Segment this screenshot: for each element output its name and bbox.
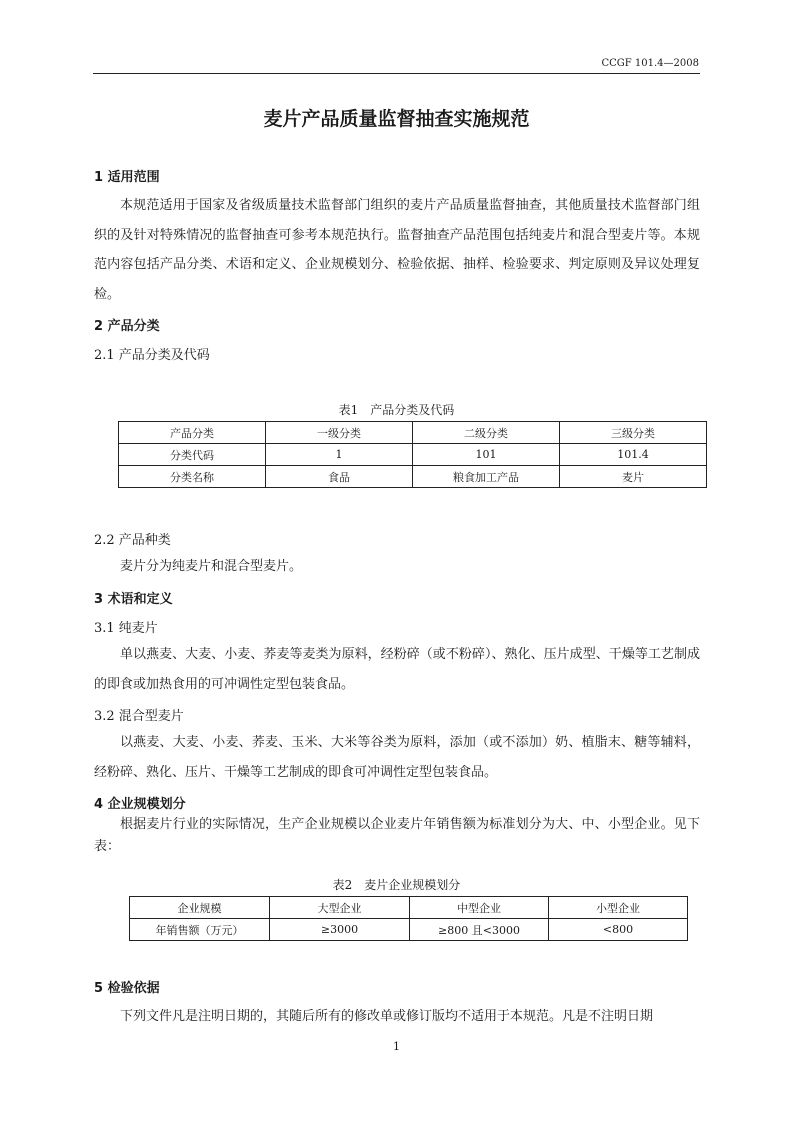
section-2-heading: 2 产品分类 <box>94 319 160 334</box>
table-cell: <800 <box>549 919 688 941</box>
table-cell: 分类名称 <box>119 466 266 488</box>
section-3-heading: 3 术语和定义 <box>94 592 173 607</box>
enterprise-scale-table <box>129 896 688 941</box>
table-cell: 三级分类 <box>560 422 707 444</box>
section-5-heading: 5 检验依据 <box>94 981 160 996</box>
section-1-heading: 1 适用范围 <box>94 170 160 185</box>
table-row <box>130 897 688 919</box>
section-2-2-heading: 2.2 产品种类 <box>94 533 171 548</box>
page-number: 1 <box>393 1040 400 1053</box>
table-cell: 大型企业 <box>270 897 410 919</box>
table-cell: ≥3000 <box>270 919 410 941</box>
section-1-paragraph: 本规范适用于国家及省级质量技术监督部门组织的麦片产品质量监督抽查，其他质量技术监督部门组织的及针对特殊情况的监督抽查可参考本规范执行。监督抽查产品范围包括纯麦片和混合型麦片等。本规范内容包括产品分类、术语和定义、企业规模划分、检验依据、抽样、检验要求、判定原则及异议处理复检。 <box>94 198 700 302</box>
table-cell: 麦片 <box>560 466 707 488</box>
table-row <box>130 919 688 941</box>
section-5-paragraph: 下列文件凡是注明日期的，其随后所有的修改单或修订版均不适用于本规范。凡是不注明日期 <box>120 1009 654 1024</box>
table-cell: 二级分类 <box>413 422 560 444</box>
section-3-2-paragraph: 以燕麦、大麦、小麦、荞麦、玉米、大米等谷类为原料，添加（或不添加）奶、植脂末、糖等辅料，经粉碎、熟化、压片、干燥等工艺制成的即食可冲调性定型包装食品。 <box>94 735 700 780</box>
table-cell: 食品 <box>266 466 413 488</box>
product-classification-table <box>118 421 707 488</box>
table-row <box>119 466 707 488</box>
table-cell: 101.4 <box>560 444 707 466</box>
document-title: 麦片产品质量监督抽查实施规范 <box>263 108 530 130</box>
table-cell: 一级分类 <box>266 422 413 444</box>
table-row <box>119 444 707 466</box>
section-2-1-heading: 2.1 产品分类及代码 <box>94 348 210 363</box>
section-3-1-paragraph: 单以燕麦、大麦、小麦、荞麦等麦类为原料，经粉碎（或不粉碎）、熟化、压片成型、干燥等工艺制成的即食或加热食用的可冲调性定型包装食品。 <box>94 647 700 692</box>
table-cell: 101 <box>413 444 560 466</box>
table-cell: 中型企业 <box>410 897 549 919</box>
table-cell: 企业规模 <box>130 897 270 919</box>
section-3-2-heading: 3.2 混合型麦片 <box>94 709 184 724</box>
table-1-caption: 表1 产品分类及代码 <box>338 403 455 417</box>
document-code: CCGF 101.4—2008 <box>601 58 699 69</box>
table-cell: 产品分类 <box>119 422 266 444</box>
table-cell: 年销售额（万元） <box>130 919 270 941</box>
table-row <box>119 422 707 444</box>
section-4-heading: 4 企业规模划分 <box>94 797 186 812</box>
header-rule <box>93 73 700 74</box>
section-2-2-paragraph: 麦片分为纯麦片和混合型麦片。 <box>120 559 303 574</box>
table-cell: ≥800 且<3000 <box>410 919 549 941</box>
table-cell: 分类代码 <box>119 444 266 466</box>
section-3-1-heading: 3.1 纯麦片 <box>94 621 158 636</box>
table-cell: 1 <box>266 444 413 466</box>
section-4-paragraph: 根据麦片行业的实际情况，生产企业规模以企业麦片年销售额为标准划分为大、中、小型企业。见下表： <box>94 817 700 854</box>
table-2-caption: 表2 麦片企业规模划分 <box>332 878 461 892</box>
table-cell: 粮食加工产品 <box>413 466 560 488</box>
table-cell: 小型企业 <box>549 897 688 919</box>
